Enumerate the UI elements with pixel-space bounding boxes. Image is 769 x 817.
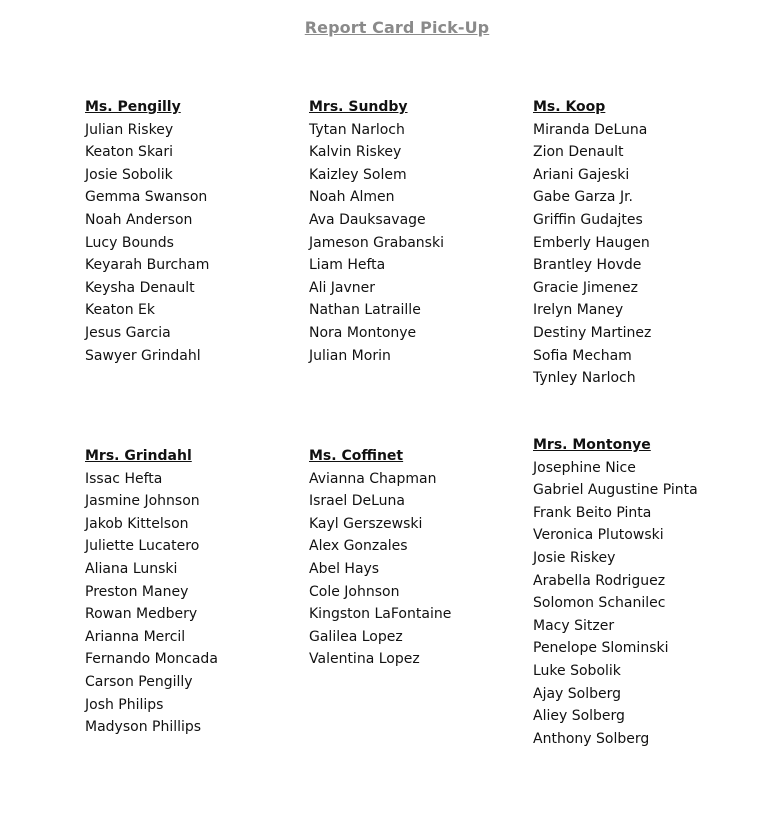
student-name: Penelope Slominski: [533, 640, 669, 657]
class-block-sundby: [309, 96, 529, 367]
student-name: Brantley Hovde: [533, 257, 642, 274]
student-name: Fernando Moncada: [85, 651, 218, 668]
student-name: Issac Hefta: [85, 470, 163, 487]
student-name: Abel Hays: [309, 560, 380, 577]
student-name: Jesus Garcia: [85, 324, 171, 341]
student-name: Frank Beito Pinta: [533, 504, 652, 521]
student-list: [309, 119, 529, 368]
student-name: Kayl Gerszewski: [309, 515, 423, 532]
student-name: Irelyn Maney: [533, 302, 624, 319]
student-name: Nathan Latraille: [309, 302, 421, 319]
teacher-name: Mrs. Montonye: [533, 437, 651, 453]
student-name: Solomon Schanilec: [533, 595, 666, 612]
student-name: Carson Pengilly: [85, 673, 193, 690]
class-block-coffinet: [309, 445, 529, 671]
student-name: Gabriel Augustine Pinta: [533, 482, 698, 499]
student-name: Juliette Lucatero: [85, 538, 200, 555]
student-list: [85, 119, 305, 368]
student-name: Zion Denault: [533, 144, 624, 161]
student-name: Kaizley Solem: [309, 166, 407, 183]
student-name: Sawyer Grindahl: [85, 347, 201, 364]
student-name: Gracie Jimenez: [533, 279, 638, 296]
student-list: [309, 468, 529, 671]
student-list: [533, 119, 753, 390]
student-name: Tynley Narloch: [533, 370, 636, 387]
student-name: Madyson Phillips: [85, 719, 202, 736]
student-name: Keaton Skari: [85, 144, 174, 161]
class-block-koop: [533, 96, 753, 390]
student-name: Kalvin Riskey: [309, 144, 402, 161]
page-title: Report Card Pick-Up: [304, 18, 490, 37]
student-name: Noah Anderson: [85, 211, 193, 228]
student-name: Alex Gonzales: [309, 538, 408, 555]
student-name: Rowan Medbery: [85, 606, 198, 623]
student-name: Kingston LaFontaine: [309, 606, 452, 623]
student-name: Galilea Lopez: [309, 628, 403, 645]
student-name: Julian Riskey: [85, 121, 174, 138]
student-name: Josephine Nice: [533, 459, 636, 476]
student-name: Keaton Ek: [85, 302, 156, 319]
student-name: Tytan Narloch: [309, 121, 405, 138]
student-name: Sofia Mecham: [533, 347, 632, 364]
student-name: Anthony Solberg: [533, 730, 650, 747]
student-name: Veronica Plutowski: [533, 527, 664, 544]
student-name: Ariani Gajeski: [533, 166, 630, 183]
student-name: Israel DeLuna: [309, 493, 405, 510]
student-name: Josie Sobolik: [85, 166, 173, 183]
student-name: Macy Sitzer: [533, 617, 615, 634]
student-name: Lucy Bounds: [85, 234, 174, 251]
student-name: Ajay Solberg: [533, 685, 622, 702]
student-name: Valentina Lopez: [309, 651, 420, 668]
class-block-grindahl: [85, 445, 305, 739]
teacher-name: Ms. Koop: [533, 99, 606, 115]
teacher-name: Mrs. Sundby: [309, 99, 408, 115]
student-list: [533, 457, 753, 751]
student-name: Gabe Garza Jr.: [533, 189, 633, 206]
student-name: Arianna Mercil: [85, 628, 186, 645]
student-name: Avianna Chapman: [309, 470, 437, 487]
student-name: Miranda DeLuna: [533, 121, 648, 138]
student-name: Nora Montonye: [309, 324, 417, 341]
student-name: Keysha Denault: [85, 279, 195, 296]
teacher-name: Ms. Pengilly: [85, 99, 181, 115]
student-name: Aliana Lunski: [85, 560, 178, 577]
student-name: Julian Morin: [309, 347, 391, 364]
student-name: Preston Maney: [85, 583, 189, 600]
class-block-montonye: [533, 434, 753, 750]
student-name: Jameson Grabanski: [309, 234, 444, 251]
student-name: Aliey Solberg: [533, 708, 625, 725]
class-block-pengilly: [85, 96, 305, 367]
student-name: Josh Philips: [85, 696, 164, 713]
student-name: Emberly Haugen: [533, 234, 650, 251]
student-name: Keyarah Burcham: [85, 257, 210, 274]
student-name: Noah Almen: [309, 189, 395, 206]
student-name: Josie Riskey: [533, 549, 616, 566]
student-name: Ava Dauksavage: [309, 211, 426, 228]
student-name: Griffin Gudajtes: [533, 211, 643, 228]
student-name: Liam Hefta: [309, 257, 386, 274]
student-name: Cole Johnson: [309, 583, 400, 600]
student-name: Destiny Martinez: [533, 324, 652, 341]
student-name: Jasmine Johnson: [85, 493, 200, 510]
teacher-name: Ms. Coffinet: [309, 448, 404, 464]
student-name: Gemma Swanson: [85, 189, 208, 206]
student-name: Luke Sobolik: [533, 662, 621, 679]
student-name: Jakob Kittelson: [85, 515, 189, 532]
student-name: Ali Javner: [309, 279, 376, 296]
student-list: [85, 468, 305, 739]
student-name: Arabella Rodriguez: [533, 572, 666, 589]
teacher-name: Mrs. Grindahl: [85, 448, 192, 464]
